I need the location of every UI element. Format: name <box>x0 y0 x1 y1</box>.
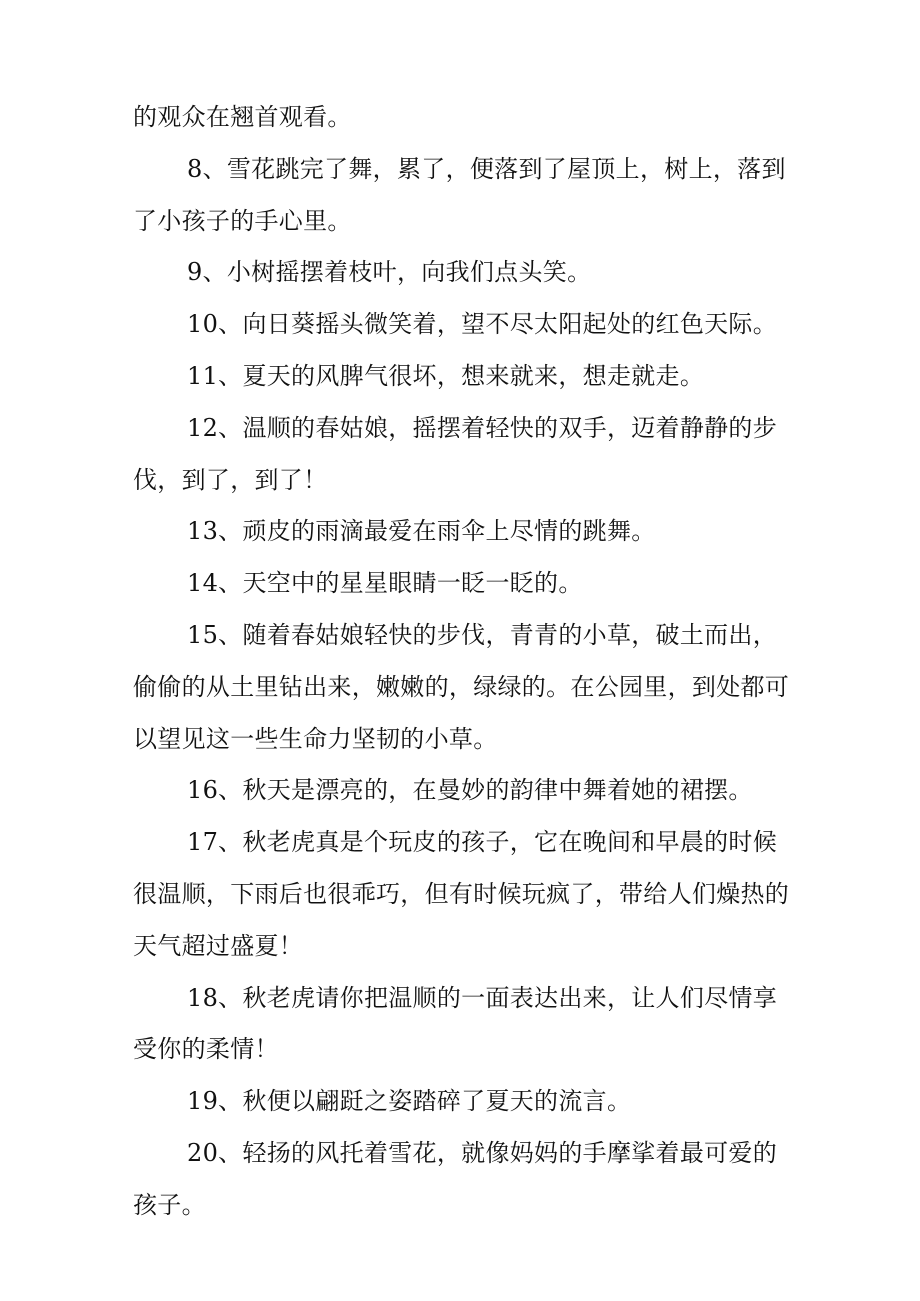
text-line <box>133 765 793 817</box>
text-line <box>133 1128 793 1180</box>
line-text: 11、夏天的风脾气很坏，想来就来，想走就走。 <box>187 361 705 390</box>
text-line <box>133 247 793 299</box>
text-line <box>133 1180 793 1232</box>
text-line <box>133 817 793 869</box>
text-line <box>133 662 793 714</box>
text-line <box>133 869 793 921</box>
text-line <box>133 558 793 610</box>
line-text: 18、秋老虎请你把温顺的一面表达出来，让人们尽情享 <box>187 983 778 1012</box>
line-text: 8、雪花跳完了舞，累了，便落到了屋顶上，树上，落到 <box>187 154 786 183</box>
line-text: 14、天空中的星星眼睛一眨一眨的。 <box>187 569 583 598</box>
line-text: 很温顺，下雨后也很乖巧，但有时候玩疯了，带给人们燥热的 <box>133 879 790 908</box>
text-line <box>133 610 793 662</box>
line-text: 伐，到了，到了！ <box>133 465 328 494</box>
line-text: 9、小树摇摆着枝叶，向我们点头笑。 <box>187 258 592 287</box>
text-line <box>133 921 793 973</box>
line-text: 13、顽皮的雨滴最爱在雨伞上尽情的跳舞。 <box>187 517 656 546</box>
line-text: 受你的柔情！ <box>133 1035 279 1064</box>
line-text: 19、秋便以翩跹之姿踏碎了夏天的流言。 <box>187 1087 632 1116</box>
line-text: 10、向日葵摇头微笑着，望不尽太阳起处的红色天际。 <box>187 310 778 339</box>
text-line <box>133 92 793 144</box>
line-text: 的观众在翘首观看。 <box>133 103 352 131</box>
line-text: 了小孩子的手心里。 <box>133 206 352 235</box>
text-line <box>133 196 793 248</box>
body-text <box>133 92 793 1232</box>
text-line <box>133 403 793 455</box>
line-text: 以望见这一些生命力坚韧的小草。 <box>133 724 498 753</box>
line-text: 17、秋老虎真是个玩皮的孩子，它在晚间和早晨的时候 <box>187 828 778 857</box>
line-text: 偷偷的从土里钻出来，嫩嫩的，绿绿的。在公园里，到处都可 <box>133 672 790 701</box>
line-text: 20、轻扬的风托着雪花，就像妈妈的手摩挲着最可爱的 <box>187 1138 778 1167</box>
text-line <box>133 506 793 558</box>
text-line <box>133 144 793 196</box>
line-text: 12、温顺的春姑娘，摇摆着轻快的双手，迈着静静的步 <box>187 413 778 442</box>
text-line <box>133 1024 793 1076</box>
line-text: 孩子。 <box>133 1190 206 1219</box>
text-line <box>133 1076 793 1128</box>
line-text: 15、随着春姑娘轻快的步伐，青青的小草，破土而出， <box>187 620 778 649</box>
text-line <box>133 351 793 403</box>
text-line <box>133 455 793 507</box>
line-text: 天气超过盛夏！ <box>133 931 304 960</box>
text-line <box>133 973 793 1025</box>
text-line <box>133 714 793 766</box>
text-line <box>133 299 793 351</box>
line-text: 16、秋天是漂亮的，在曼妙的韵律中舞着她的裙摆。 <box>187 776 753 805</box>
